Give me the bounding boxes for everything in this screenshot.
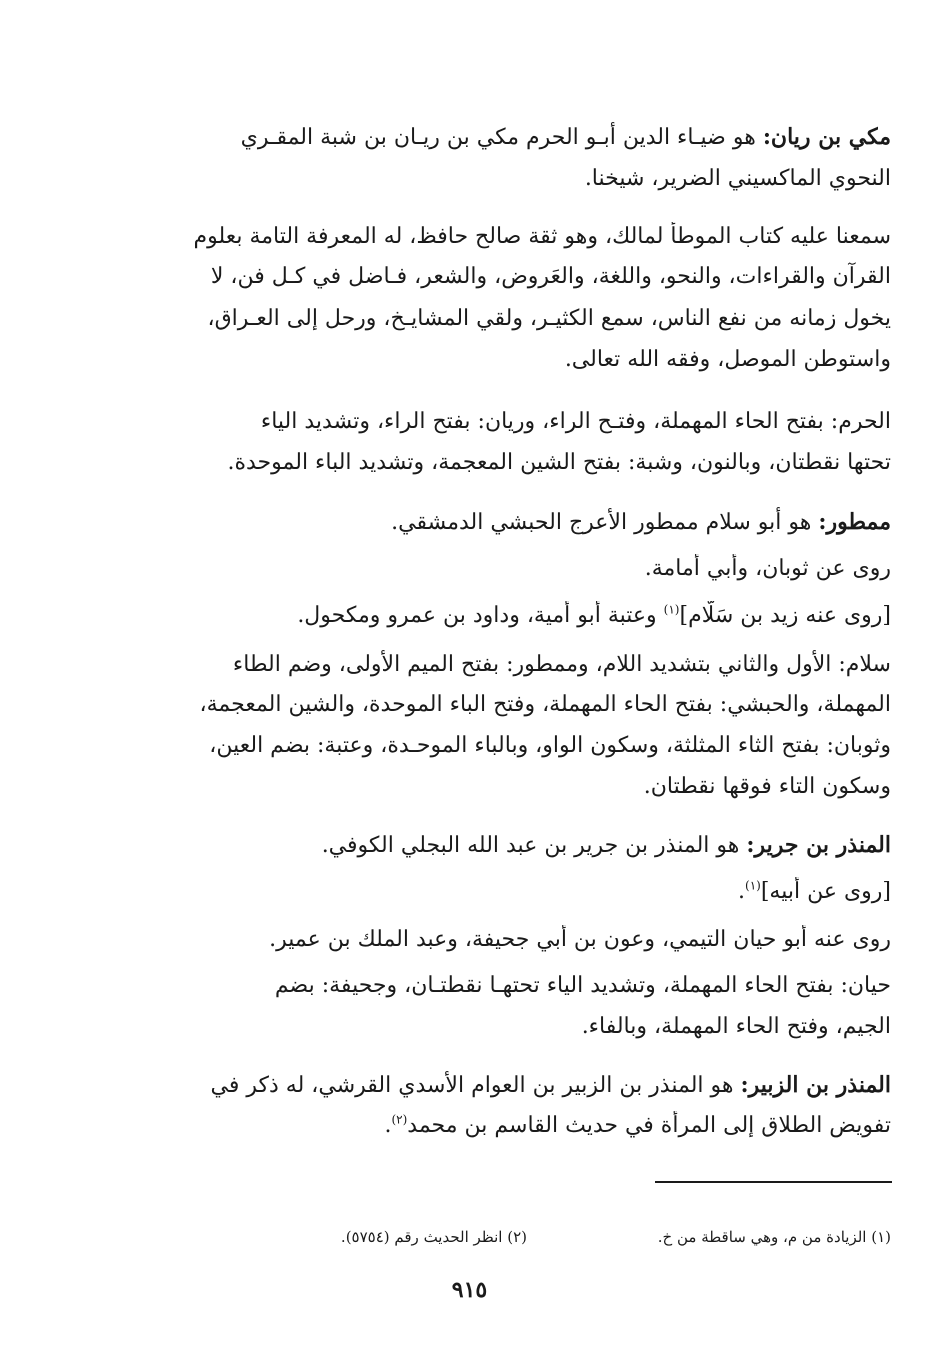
entry-mamtur-line-2: روى عن ثوبان، وأبي أمامة. (644, 556, 891, 581)
entry-mamtur-line-3 (141, 601, 891, 631)
sallam-note-line-1: سلام: الأول والثاني بتشديد اللام، وممطور: بفتح الميم الأولى، وضم الطاء (232, 652, 891, 677)
text-span: [روى عنه زيد بن سَلّام] (679, 603, 891, 628)
entry-mundhir-jarir-line-1 (141, 830, 891, 861)
text-span: . (384, 1113, 392, 1138)
sallam-note-line-3: وثوبان: بفتح الثاء المثلثة، وسكون الواو، وبالباء الموحـدة، وعتبة: بضم العين، (209, 733, 891, 758)
text-span: وعتبة أبو أمية، وداود بن عمرو ومكحول. (297, 603, 664, 628)
entry-makki-line-2: النحوي الماكسيني الضرير، شيخنا. (584, 166, 891, 191)
text-span: هو ضيـاء الدين أبـو الحرم مكي بن ريـان بن شبة المقـري (240, 125, 763, 150)
footnote-ref: (١) (663, 602, 680, 617)
entry-heading-makki: مكي بن ريان: (762, 124, 891, 150)
page-number: ٩١٥ (451, 1277, 488, 1303)
text-span: . (738, 879, 745, 904)
entry-heading-mamtur: ممطور: (818, 509, 891, 535)
harm-note-line-1: الحرم: بفتح الحاء المهملة، وفتـح الراء، وريان: بفتح الراء، وتشديد الياء (260, 409, 891, 434)
makki-bio-line-4: واستوطن الموصل، وفقه الله تعالى. (564, 347, 891, 372)
harm-note-line-2: تحتها نقطتان، وبالنون، وشبة: بفتح الشين المعجمة، وتشديد الباء الموحدة. (227, 450, 891, 475)
entry-mamtur-line-1 (141, 507, 891, 538)
hayyan-note-line-1: حيان: بفتح الحاء المهملة، وتشديد الياء تحتهـا نقطتـان، وجحيفة: بضم (274, 973, 891, 998)
text-span: هو أبو سلام ممطور الأعرج الحبشي الدمشقي. (391, 510, 819, 535)
entry-heading-mundhir-zubayr: المنذر بن الزبير: (740, 1072, 891, 1098)
entry-mundhir-jarir-line-3: روى عنه أبو حيان التيمي، وعون بن أبي جحيفة، وعبد الملك بن عمير. (269, 927, 891, 952)
entry-makki-line-1 (141, 122, 891, 153)
makki-bio-line-1: سمعنا عليه كتاب الموطأ لمالك، وهو ثقة صالح حافظ، له المعرفة التامة بعلوم (193, 224, 891, 249)
text-span: [روى عن أبيه] (760, 879, 891, 904)
text-span: هو المنذر بن جرير بن عبد الله البجلي الكوفي. (321, 833, 747, 858)
entry-heading-mundhir-jarir: المنذر بن جرير: (746, 832, 891, 858)
hayyan-note-line-2: الجيم، وفتح الحاء المهملة، وبالفاء. (581, 1014, 891, 1039)
entry-mundhir-zubayr-line-2 (141, 1111, 891, 1141)
entry-mundhir-jarir-line-2 (141, 877, 891, 907)
text-span: تفويض الطلاق إلى المرأة في حديث القاسم بن محمد (407, 1113, 891, 1138)
footnote-ref: (٢) (391, 1112, 408, 1127)
text-span: هو المنذر بن الزبير بن العوام الأسدي القرشي، له ذكر في (210, 1073, 741, 1098)
footnote-ref: (١) (745, 878, 761, 893)
footnote-2: (٢) انظر الحديث رقم (٥٧٥٤). (340, 1228, 527, 1246)
makki-bio-line-3: يخول زمانه من نفع الناس، سمع الكثيـر، ولقي المشايـخ، ورحل إلى العـراق، (207, 306, 891, 331)
footnote-divider (655, 1181, 892, 1183)
makki-bio-line-2: القرآن والقراءات، والنحو، واللغة، والعَروض، والشعر، فـاضل في كـل فن، لا (210, 264, 891, 289)
footnote-1: (١) الزيادة من م، وهي ساقطة من خ. (657, 1228, 891, 1246)
sallam-note-line-2: المهملة، والحبشي: بفتح الحاء المهملة، وفتح الباء الموحدة، والشين المعجمة، (199, 692, 891, 717)
entry-mundhir-zubayr-line-1 (141, 1070, 891, 1101)
sallam-note-line-4: وسكون التاء فوقها نقطتان. (643, 774, 891, 799)
